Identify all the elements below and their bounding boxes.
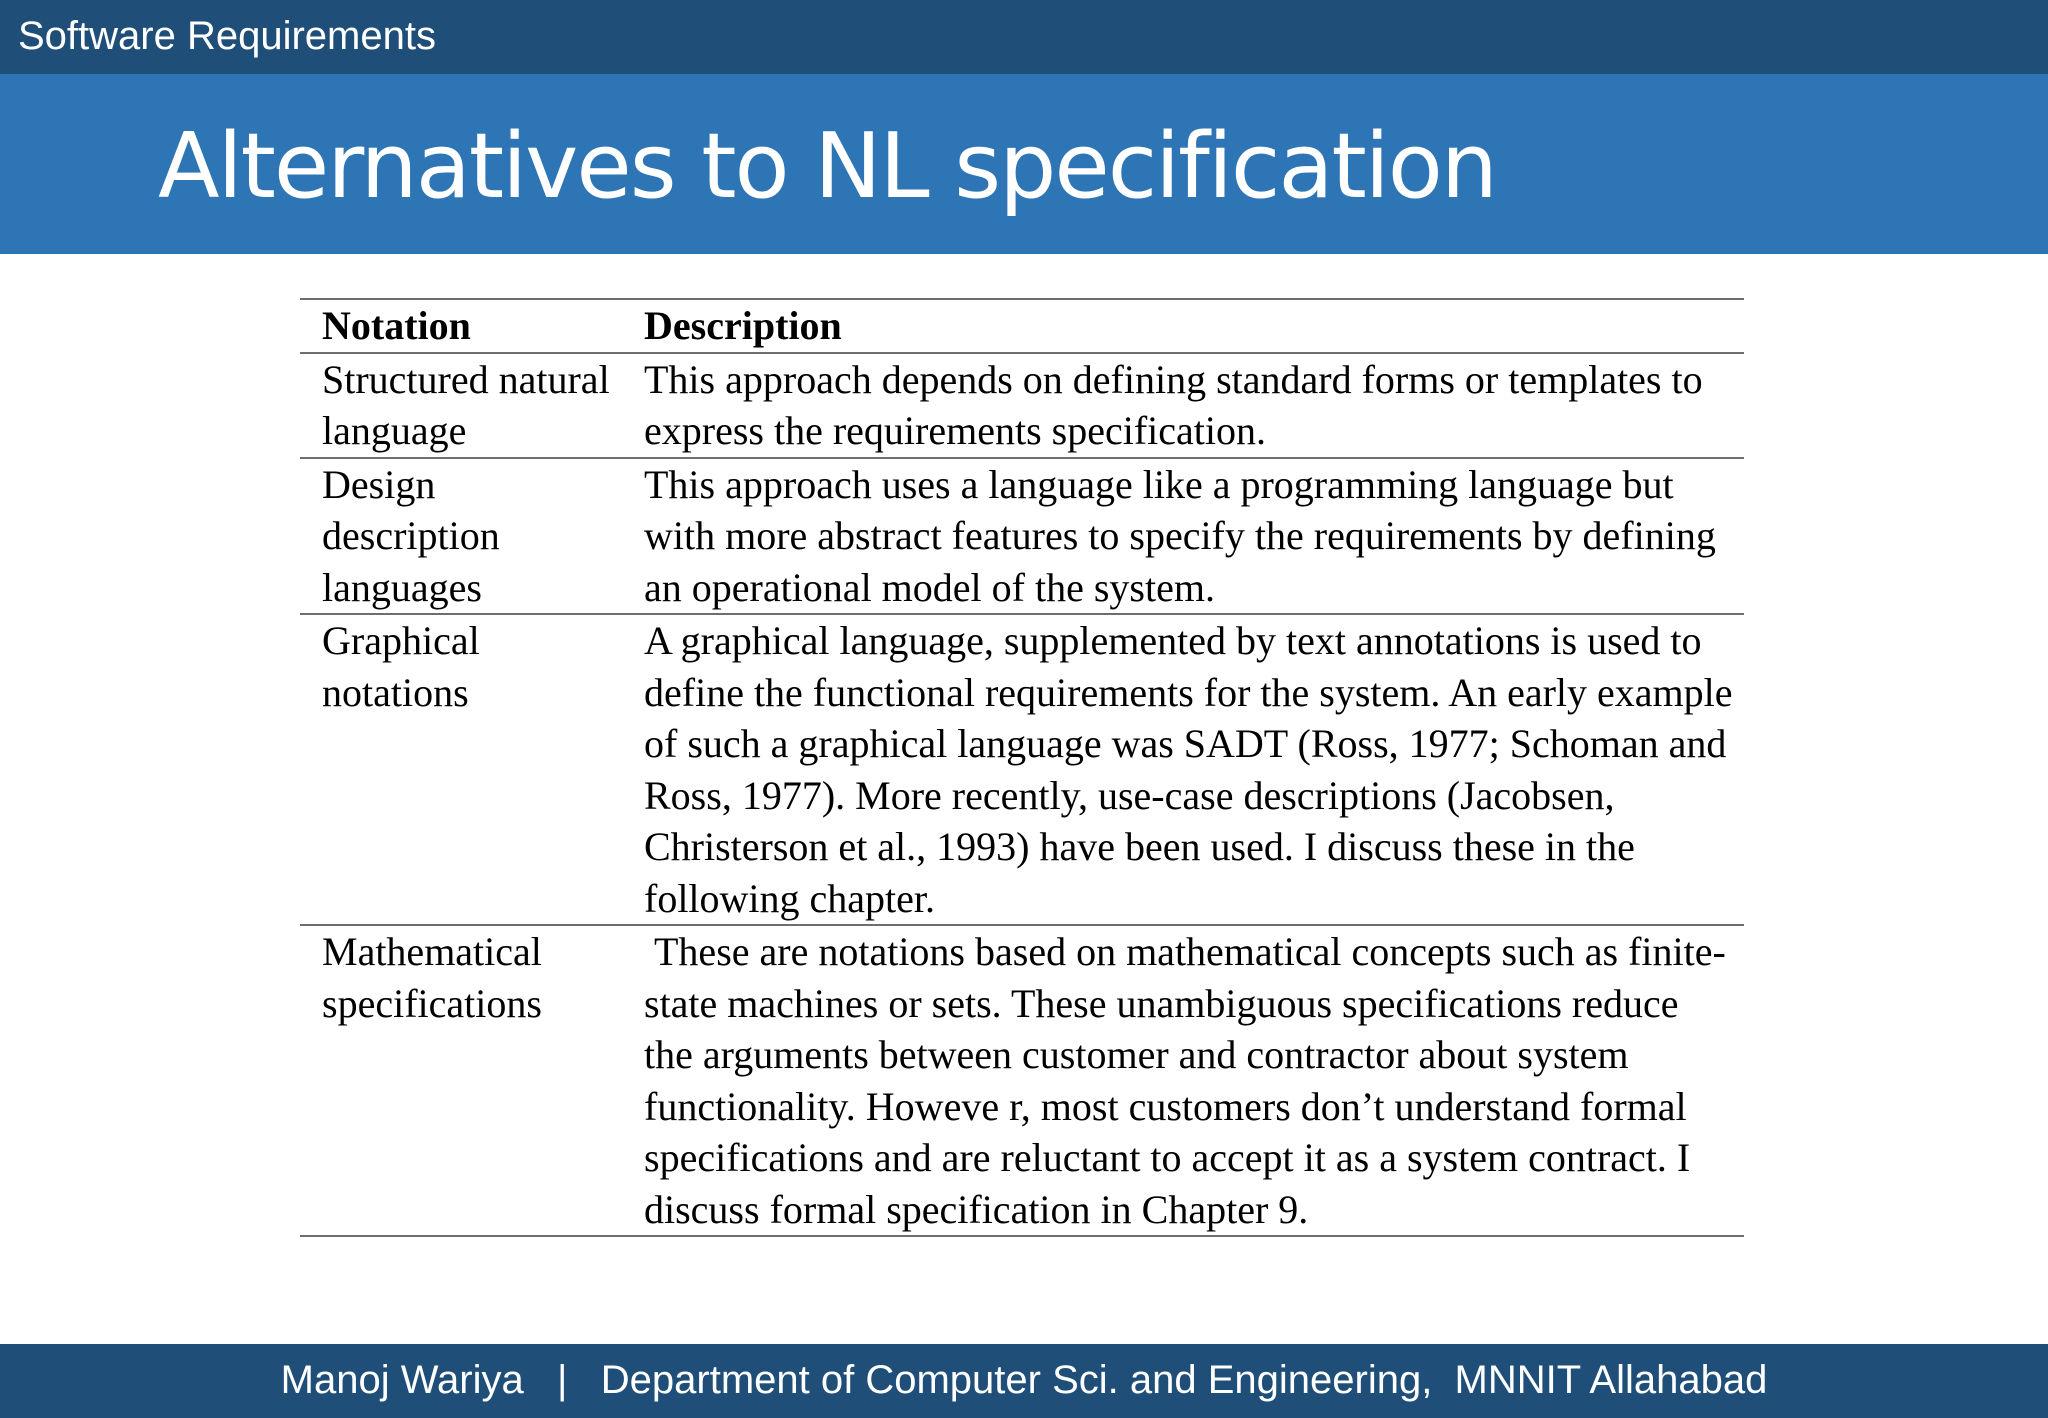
description-cell: This approach uses a language like a programming language but with more abstract features to specify the requirements by defining an operational model of the system. <box>644 461 1716 610</box>
slide-title: Alternatives to NL specification <box>158 114 1496 219</box>
title-bar <box>0 74 2048 254</box>
footer-bar <box>0 1344 2048 1418</box>
notation-cell: Design description languages <box>322 461 500 610</box>
table-row <box>300 614 1744 925</box>
top-bar <box>0 0 2048 74</box>
table-row <box>300 353 1744 458</box>
column-header-notation: Notation <box>322 303 471 348</box>
course-title: Software Requirements <box>18 14 436 58</box>
description-cell: A graphical language, supplemented by text annotations is used to define the functional requirements for the system. An early example of such a graphical language was SADT (Ross, 1977; Schoman and Ross, 1977). More recently, use-case descriptions (Jacobsen, Christerson et al., 1993) have been used. I discuss these in the following chapter. <box>644 618 1733 921</box>
description-cell: These are notations based on mathematical concepts such as finite-state machines or sets. These unambiguous specifications reduce the arguments between customer and contractor about system functionality. Howeve r, most customers don’t understand formal specifications and are reluctant to accept it as a system contract. I discuss formal specification in Chapter 9. <box>644 929 1726 1232</box>
description-cell: This approach depends on defining standard forms or templates to express the requirements specification. <box>644 356 1703 453</box>
table-row <box>300 458 1744 615</box>
notation-cell: Mathematical specifications <box>322 929 542 1026</box>
column-header-description: Description <box>644 303 842 348</box>
table-header-row <box>300 299 1744 353</box>
notation-table-container <box>300 298 1744 1237</box>
table-row <box>300 925 1744 1236</box>
notation-table <box>300 298 1744 1237</box>
footer-credit: Manoj Wariya | Department of Computer Sci. and Engineering, MNNIT Allahabad <box>280 1358 1768 1402</box>
notation-cell: Graphical notations <box>322 618 480 715</box>
notation-cell: Structured natural language <box>322 356 610 453</box>
